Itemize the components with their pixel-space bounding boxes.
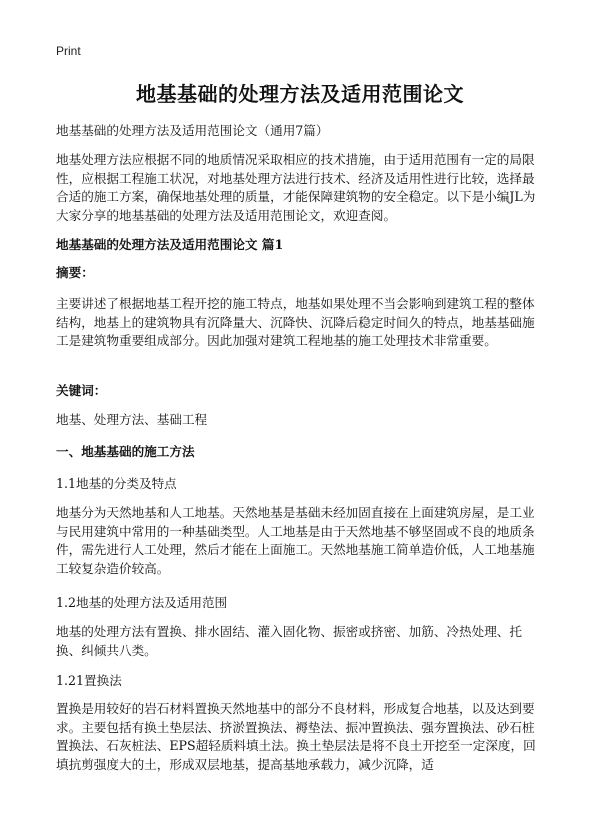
subsection-paragraph: 地基分为天然地基和人工地基。天然地基是基础未经加固直接在上面建筑房屋，是工业与民用建筑中常用的一种基础类型。人工地基是由于天然地基不够坚固或不良的地质条件，需先进行人工处理，然后才能在上面施工。天然地基施工简单造价低，人工地基施工较复杂造价较高。	[56, 505, 535, 576]
abstract-label: 摘要：	[56, 265, 94, 280]
subsection-paragraph: 地基的处理方法有置换、排水固结、灌入固化物、振密或挤密、加筋、冷热处理、托换、纠倾共八类。	[56, 624, 522, 658]
abstract-text: 主要讲述了根据地基工程开挖的施工特点，地基如果处理不当会影响到建筑工程的整体结构，地基上的建筑物具有沉降量大、沉降快、沉降后稳定时间久的特点，地基基础施工是建筑物重要组成部分。因此加强对建筑工程地基的施工处理技术非常重要。	[56, 296, 535, 348]
subsection-heading: 1.21置换法	[56, 673, 122, 688]
section-heading: 一、地基基础的施工方法	[56, 444, 195, 459]
subsection-heading: 1.2地基的处理方法及适用范围	[56, 595, 228, 610]
keywords-text: 地基、处理方法、基础工程	[56, 412, 208, 427]
article-heading: 地基基础的处理方法及适用范围论文 篇1	[56, 237, 284, 252]
subsection-paragraph: 置换是用较好的岩石材料置换天然地基中的部分不良材料，形成复合地基，以及达到要求。主要包括有换土垫层法、挤淤置换法、褥垫法、振冲置换法、强夯置换法、砂石桩置换法、石灰桩法、EPS超轻质料填土法。换土垫层法是将不良土开挖至一定深度，回填抗剪强度大的土，形成双层地基，提高基地承载力，减少沉降，适	[56, 701, 536, 772]
subsection-heading: 1.1地基的分类及特点	[56, 476, 177, 491]
document-subtitle: 地基基础的处理方法及适用范围论文（通用7篇）	[56, 123, 329, 138]
keywords-label: 关键词：	[56, 383, 107, 398]
print-label[interactable]: Print	[56, 44, 81, 58]
page-title: 地基基础的处理方法及适用范围论文	[136, 82, 464, 106]
intro-paragraph: 地基处理方法应根据不同的地质情况采取相应的技术措施，由于适用范围有一定的局限性，应根据工程施工状况，对地基处理方法进行技术、经济及适用性进行比较，选择最合适的施工方案，确保地基处理的质量，才能保障建筑物的安全稳定。以下是小编JL为大家分享的地基基础的处理方法及适用范围论文，欢迎查阅。	[56, 152, 536, 223]
